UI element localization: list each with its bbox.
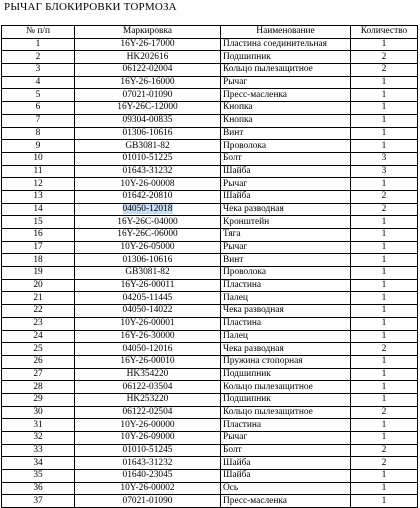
table-row bbox=[2, 229, 418, 242]
row-name: Чека разводная bbox=[221, 343, 351, 356]
row-number: 12 bbox=[2, 178, 75, 191]
table-row bbox=[2, 432, 418, 445]
row-quantity: 1 bbox=[351, 419, 418, 432]
row-marking: HK253220 bbox=[75, 393, 221, 406]
table-row bbox=[2, 254, 418, 267]
row-number: 4 bbox=[2, 76, 75, 89]
row-number: 31 bbox=[2, 419, 75, 432]
header-name: Наименование bbox=[221, 26, 351, 39]
row-marking: 16Y-26-00010 bbox=[75, 355, 221, 368]
selected-marking-text[interactable]: 04050-12018 bbox=[122, 203, 173, 214]
row-number: 33 bbox=[2, 444, 75, 457]
row-name: Пластина bbox=[221, 317, 351, 330]
row-name: Рычаг bbox=[221, 432, 351, 445]
row-marking: 01306-10616 bbox=[75, 127, 221, 140]
header-quantity: Количество bbox=[351, 26, 418, 39]
header-number: № п/п bbox=[2, 26, 75, 39]
row-marking: 16Y-26-30000 bbox=[75, 330, 221, 343]
table-row bbox=[2, 102, 418, 115]
row-number: 28 bbox=[2, 381, 75, 394]
table-row bbox=[2, 216, 418, 229]
row-quantity: 2 bbox=[351, 444, 418, 457]
row-name: Пластина bbox=[221, 279, 351, 292]
row-number: 24 bbox=[2, 330, 75, 343]
row-marking: HK354220 bbox=[75, 368, 221, 381]
row-name: Винт bbox=[221, 127, 351, 140]
row-name: Кнопка bbox=[221, 102, 351, 115]
row-name: Кольцо пылезащитное bbox=[221, 406, 351, 419]
row-name: Проволока bbox=[221, 267, 351, 280]
row-marking: 10Y-26-05000 bbox=[75, 241, 221, 254]
row-marking: 10Y-26-09000 bbox=[75, 432, 221, 445]
row-number: 27 bbox=[2, 368, 75, 381]
row-number: 36 bbox=[2, 482, 75, 495]
row-marking: 01010-51225 bbox=[75, 152, 221, 165]
table-row bbox=[2, 178, 418, 191]
document-title: РЫЧАГ БЛОКИРОВКИ ТОРМОЗА bbox=[4, 1, 177, 13]
row-marking: 10Y-26-00000 bbox=[75, 419, 221, 432]
row-quantity: 1 bbox=[351, 267, 418, 280]
row-marking: 04050-14022 bbox=[75, 305, 221, 318]
row-marking: 06122-02504 bbox=[75, 406, 221, 419]
row-number: 3 bbox=[2, 64, 75, 77]
row-number: 34 bbox=[2, 457, 75, 470]
row-name: Рычаг bbox=[221, 178, 351, 191]
table-body bbox=[2, 38, 418, 507]
row-number: 9 bbox=[2, 140, 75, 153]
row-quantity: 2 bbox=[351, 406, 418, 419]
row-quantity: 1 bbox=[351, 216, 418, 229]
row-quantity: 1 bbox=[351, 279, 418, 292]
row-marking: 07021-01090 bbox=[75, 89, 221, 102]
row-marking: 04050-12016 bbox=[75, 343, 221, 356]
row-number: 23 bbox=[2, 317, 75, 330]
row-marking: 01643-31232 bbox=[75, 165, 221, 178]
table-row bbox=[2, 393, 418, 406]
table-row bbox=[2, 190, 418, 203]
table-row bbox=[2, 165, 418, 178]
row-name: Ось bbox=[221, 482, 351, 495]
row-name: Тяга bbox=[221, 229, 351, 242]
row-number: 5 bbox=[2, 89, 75, 102]
row-number: 6 bbox=[2, 102, 75, 115]
row-marking: 01642-20810 bbox=[75, 190, 221, 203]
row-number: 29 bbox=[2, 393, 75, 406]
row-marking: HK202616 bbox=[75, 51, 221, 64]
row-marking: 10Y-26-00008 bbox=[75, 178, 221, 191]
row-marking: 16Y-26-16000 bbox=[75, 76, 221, 89]
row-name: Подшипник bbox=[221, 393, 351, 406]
table-row bbox=[2, 89, 418, 102]
table-row bbox=[2, 330, 418, 343]
row-name: Шайба bbox=[221, 190, 351, 203]
row-name: Болт bbox=[221, 444, 351, 457]
row-number: 15 bbox=[2, 216, 75, 229]
row-quantity: 1 bbox=[351, 292, 418, 305]
table-row bbox=[2, 241, 418, 254]
table-row bbox=[2, 203, 418, 216]
row-number: 8 bbox=[2, 127, 75, 140]
row-number: 18 bbox=[2, 254, 75, 267]
row-name: Палец bbox=[221, 292, 351, 305]
row-quantity: 1 bbox=[351, 140, 418, 153]
row-quantity: 1 bbox=[351, 330, 418, 343]
row-name: Болт bbox=[221, 152, 351, 165]
row-quantity: 1 bbox=[351, 381, 418, 394]
table-row bbox=[2, 368, 418, 381]
row-marking: 16Y-26C-06000 bbox=[75, 229, 221, 242]
row-number: 7 bbox=[2, 114, 75, 127]
table-row bbox=[2, 292, 418, 305]
row-quantity: 1 bbox=[351, 114, 418, 127]
table-row bbox=[2, 495, 418, 508]
row-number: 32 bbox=[2, 432, 75, 445]
row-name: Шайба bbox=[221, 470, 351, 483]
table-row bbox=[2, 457, 418, 470]
row-marking: 04205-11445 bbox=[75, 292, 221, 305]
row-quantity: 1 bbox=[351, 127, 418, 140]
row-marking: 16Y-26-00011 bbox=[75, 279, 221, 292]
row-quantity: 2 bbox=[351, 51, 418, 64]
row-marking: 16Y-26C-12000 bbox=[75, 102, 221, 115]
row-number: 19 bbox=[2, 267, 75, 280]
row-quantity: 1 bbox=[351, 317, 418, 330]
row-quantity: 1 bbox=[351, 393, 418, 406]
row-marking: 07021-01090 bbox=[75, 495, 221, 508]
row-number: 37 bbox=[2, 495, 75, 508]
row-number: 13 bbox=[2, 190, 75, 203]
row-name: Палец bbox=[221, 330, 351, 343]
row-name: Подшипник bbox=[221, 51, 351, 64]
row-quantity: 1 bbox=[351, 470, 418, 483]
table-row bbox=[2, 482, 418, 495]
table-row bbox=[2, 127, 418, 140]
row-marking: GB3081-82 bbox=[75, 140, 221, 153]
row-quantity: 3 bbox=[351, 165, 418, 178]
table-row bbox=[2, 305, 418, 318]
row-name: Проволока bbox=[221, 140, 351, 153]
row-name: Пружина стопорная bbox=[221, 355, 351, 368]
row-number: 30 bbox=[2, 406, 75, 419]
row-number: 1 bbox=[2, 38, 75, 51]
row-marking: 16Y-26-17000 bbox=[75, 38, 221, 51]
table-header-row bbox=[2, 26, 418, 39]
row-name: Пластина bbox=[221, 419, 351, 432]
row-name: Чека разводная bbox=[221, 305, 351, 318]
row-number: 26 bbox=[2, 355, 75, 368]
row-quantity: 1 bbox=[351, 254, 418, 267]
row-number: 17 bbox=[2, 241, 75, 254]
row-name: Кольцо пылезащитное bbox=[221, 64, 351, 77]
table-row bbox=[2, 317, 418, 330]
row-number: 35 bbox=[2, 470, 75, 483]
table-row bbox=[2, 419, 418, 432]
row-quantity: 1 bbox=[351, 305, 418, 318]
row-quantity: 2 bbox=[351, 203, 418, 216]
table-row bbox=[2, 114, 418, 127]
row-marking: 01306-10616 bbox=[75, 254, 221, 267]
table-row bbox=[2, 381, 418, 394]
row-marking: 10Y-26-00002 bbox=[75, 482, 221, 495]
parts-table bbox=[1, 25, 418, 508]
header-marking: Маркировка bbox=[75, 26, 221, 39]
row-name: Рычаг bbox=[221, 241, 351, 254]
row-marking: 01643-31232 bbox=[75, 457, 221, 470]
row-marking bbox=[75, 203, 221, 216]
table-row bbox=[2, 279, 418, 292]
table-row bbox=[2, 267, 418, 280]
row-quantity: 2 bbox=[351, 64, 418, 77]
table-row bbox=[2, 343, 418, 356]
row-quantity: 1 bbox=[351, 178, 418, 191]
table-row bbox=[2, 355, 418, 368]
row-marking: 16Y-26C-04000 bbox=[75, 216, 221, 229]
row-name: Кронштейн bbox=[221, 216, 351, 229]
row-quantity: 1 bbox=[351, 76, 418, 89]
row-marking: 01010-51245 bbox=[75, 444, 221, 457]
row-quantity: 1 bbox=[351, 229, 418, 242]
row-quantity: 1 bbox=[351, 482, 418, 495]
row-name: Пресс-масленка bbox=[221, 495, 351, 508]
row-quantity: 1 bbox=[351, 432, 418, 445]
row-number: 11 bbox=[2, 165, 75, 178]
row-name: Шайба bbox=[221, 165, 351, 178]
table-row bbox=[2, 76, 418, 89]
row-number: 2 bbox=[2, 51, 75, 64]
row-name: Пресс-масленка bbox=[221, 89, 351, 102]
row-quantity: 1 bbox=[351, 89, 418, 102]
row-number: 10 bbox=[2, 152, 75, 165]
row-quantity: 3 bbox=[351, 152, 418, 165]
row-quantity: 1 bbox=[351, 241, 418, 254]
row-quantity: 2 bbox=[351, 343, 418, 356]
table-row bbox=[2, 140, 418, 153]
row-marking: 01640-23045 bbox=[75, 470, 221, 483]
table-row bbox=[2, 51, 418, 64]
row-quantity: 2 bbox=[351, 457, 418, 470]
row-quantity: 1 bbox=[351, 495, 418, 508]
row-quantity: 1 bbox=[351, 355, 418, 368]
row-quantity: 1 bbox=[351, 102, 418, 115]
row-number: 22 bbox=[2, 305, 75, 318]
table-row bbox=[2, 64, 418, 77]
table-row bbox=[2, 470, 418, 483]
row-marking: 10Y-26-00001 bbox=[75, 317, 221, 330]
row-quantity: 2 bbox=[351, 190, 418, 203]
table-row bbox=[2, 152, 418, 165]
row-number: 21 bbox=[2, 292, 75, 305]
row-name: Подшипник bbox=[221, 368, 351, 381]
row-number: 20 bbox=[2, 279, 75, 292]
table-row bbox=[2, 38, 418, 51]
row-marking: 09304-00835 bbox=[75, 114, 221, 127]
row-number: 14 bbox=[2, 203, 75, 216]
row-name: Винт bbox=[221, 254, 351, 267]
row-number: 16 bbox=[2, 229, 75, 242]
row-marking: GB3081-82 bbox=[75, 267, 221, 280]
row-number: 25 bbox=[2, 343, 75, 356]
row-name: Чека разводная bbox=[221, 203, 351, 216]
row-quantity: 1 bbox=[351, 38, 418, 51]
table-row bbox=[2, 406, 418, 419]
row-name: Кнопка bbox=[221, 114, 351, 127]
row-quantity: 1 bbox=[351, 368, 418, 381]
row-name: Пластина соединительная bbox=[221, 38, 351, 51]
row-name: Кольцо пылезащитное bbox=[221, 381, 351, 394]
row-marking: 06122-03504 bbox=[75, 381, 221, 394]
row-marking: 06122-02004 bbox=[75, 64, 221, 77]
row-name: Шайба bbox=[221, 457, 351, 470]
table-row bbox=[2, 444, 418, 457]
row-name: Рычаг bbox=[221, 76, 351, 89]
